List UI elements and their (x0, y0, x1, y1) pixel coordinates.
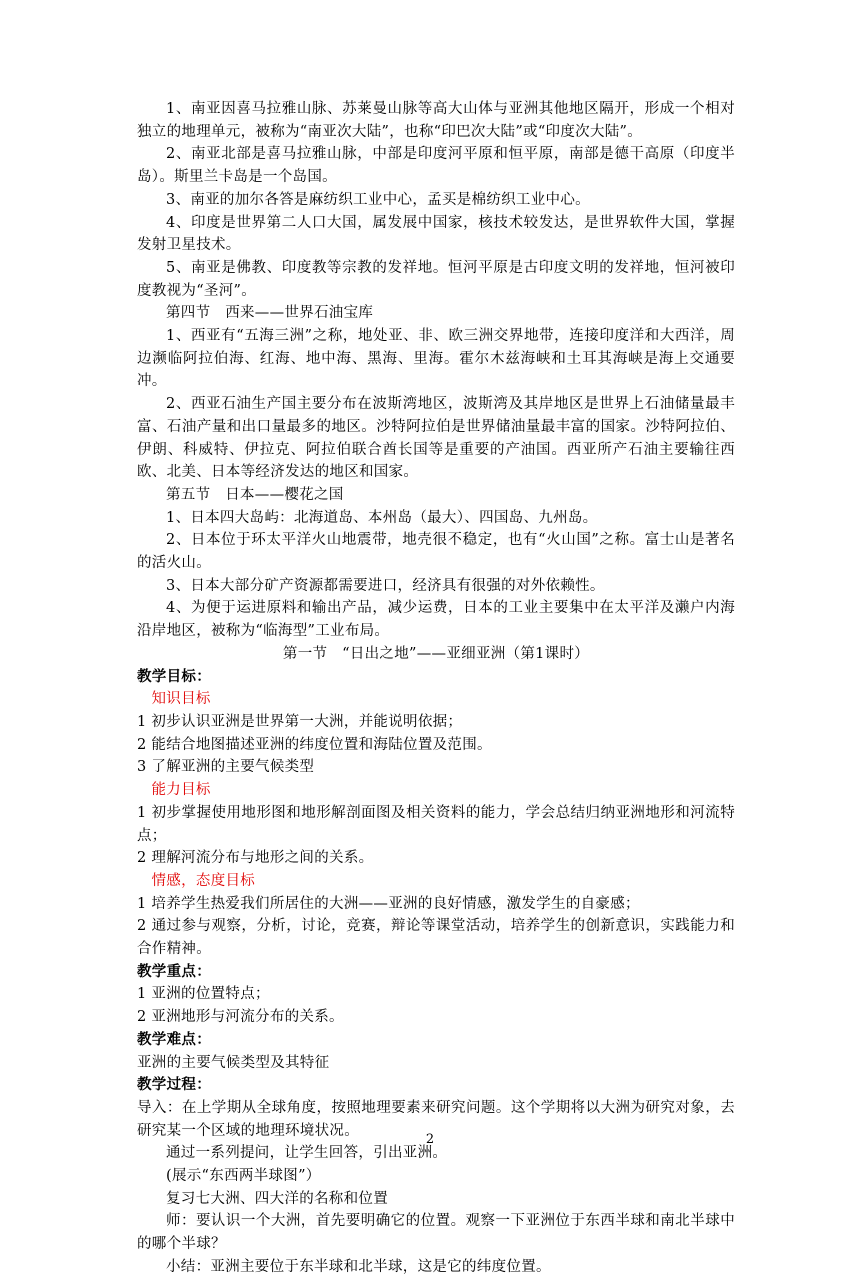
knowledge-goal-item: 3 了解亚洲的主要气候类型 (137, 759, 315, 776)
heading-teaching-process: 教学过程： (137, 1076, 211, 1094)
ability-goal-item: 2 理解河流分布与地形之间的关系。 (137, 850, 374, 867)
knowledge-goal-item: 1 初步认识亚洲是世界第一大洲，并能说明依据； (137, 713, 463, 730)
paragraph-south-asia-2: 2、南亚北部是喜马拉雅山脉，中部是印度河平原和恒平原，南部是德干高原（印度半岛）。斯里兰卡岛是一个岛国。 (137, 146, 735, 186)
process-paragraph: 导入：在上学期从全球角度，按照地理要素来研究问题。这个学期将以大洲为研究对象，去研究某一个区域的地理环境状况。 (137, 1099, 735, 1139)
section-heading-west-asia: 第四节 西来——世界石油宝库 (166, 305, 374, 322)
process-paragraph: (展示“东西两半球图”） (166, 1168, 321, 1185)
document-body (137, 98, 735, 1279)
paragraph-japan-1: 1、日本四大岛屿：北海道岛、本州岛（最大）、四国岛、九州岛。 (166, 509, 598, 526)
heading-difficulties: 教学难点： (137, 1030, 211, 1048)
lesson-title: 第一节 “日出之地”——亚细亚洲（第1课时） (282, 645, 590, 662)
process-paragraph: 师：要认识一个大洲，首先要明确它的位置。观察一下亚洲位于东西半球和南北半球中的哪个半球？ (137, 1213, 735, 1253)
emotion-goal-item: 1 培养学生热爱我们所居住的大洲——亚洲的良好情感，激发学生的自豪感； (137, 895, 640, 912)
ability-goal-item: 1 初步掌握使用地形图和地形解剖面图及相关资料的能力，学会总结归纳亚洲地形和河流特点； (137, 804, 735, 844)
paragraph-west-asia-2: 2、西亚石油生产国主要分布在波斯湾地区，波斯湾及其岸地区是世界上石油储量最丰富、石油产量和出口量最多的地区。沙特阿拉伯是世界储油量最丰富的国家。沙特阿拉伯、伊朗、科威特、伊拉克、阿拉伯联合酋长国等是重要的产油国。西亚所产石油主要输往西欧、北美、日本等经济发达的地区和国家。 (137, 396, 735, 481)
section-heading-japan: 第五节 日本——樱花之国 (166, 486, 344, 503)
paragraph-west-asia-1: 1、西亚有“五海三洲”之称，地处亚、非、欧三洲交界地带，连接印度洋和大西洋，周边濒临阿拉伯海、红海、地中海、黑海、里海。霍尔木兹海峡和土耳其海峡是海上交通要冲。 (137, 328, 735, 390)
heading-key-points: 教学重点： (137, 962, 211, 980)
page-number: 2 (425, 1132, 435, 1147)
subheading-knowledge-goals: 知识目标 (151, 691, 211, 708)
process-paragraph: 通过一系列提问，让学生回答，引出亚洲。 (166, 1145, 448, 1162)
paragraph-south-asia-5: 5、南亚是佛教、印度教等宗教的发祥地。恒河平原是古印度文明的发祥地，恒河被印度教视为“圣河”。 (137, 259, 735, 299)
subheading-emotion-goals: 情感，态度目标 (151, 872, 256, 889)
key-point-item: 2 亚洲地形与河流分布的关系。 (137, 1009, 344, 1026)
paragraph-south-asia-3: 3、南亚的加尔各答是麻纺织工业中心，孟买是棉纺织工业中心。 (166, 191, 590, 208)
paragraph-south-asia-4: 4、印度是世界第二人口大国，属发展中国家，核技术较发达，是世界软件大国，掌握发射卫星技术。 (137, 214, 735, 254)
emotion-goal-item: 2 通过参与观察，分析，讨论，竞赛，辩论等课堂活动，培养学生的创新意识，实践能力和合作精神。 (137, 918, 735, 958)
knowledge-goal-item: 2 能结合地图描述亚洲的纬度位置和海陆位置及范围。 (137, 736, 492, 753)
subheading-ability-goals: 能力目标 (151, 782, 211, 799)
paragraph-japan-3: 3、日本大部分矿产资源都需要进口，经济具有很强的对外依赖性。 (166, 577, 605, 594)
process-paragraph: 复习七大洲、四大洋的名称和位置 (166, 1190, 388, 1207)
paragraph-south-asia-1: 1、南亚因喜马拉雅山脉、苏莱曼山脉等高大山体与亚洲其他地区隔开，形成一个相对独立的地理单元，被称为“南亚次大陆”，也称“印巴次大陆”或“印度次大陆”。 (137, 101, 735, 140)
paragraph-japan-4: 4、为便于运进原料和输出产品，减少运费，日本的工业主要集中在太平洋及濑户内海沿岸地区，被称为“临海型”工业布局。 (137, 600, 735, 640)
paragraph-japan-2: 2、日本位于环太平洋火山地震带，地壳很不稳定，也有“火山国”之称。富士山是著名的活火山。 (137, 532, 735, 572)
heading-teaching-goals: 教学目标： (137, 667, 211, 685)
key-point-item: 1 亚洲的位置特点； (137, 986, 270, 1003)
difficulty-item: 亚洲的主要气候类型及其特征 (137, 1054, 330, 1071)
process-paragraph: 小结：亚洲主要位于东半球和北半球，这是它的纬度位置。 (166, 1258, 551, 1275)
